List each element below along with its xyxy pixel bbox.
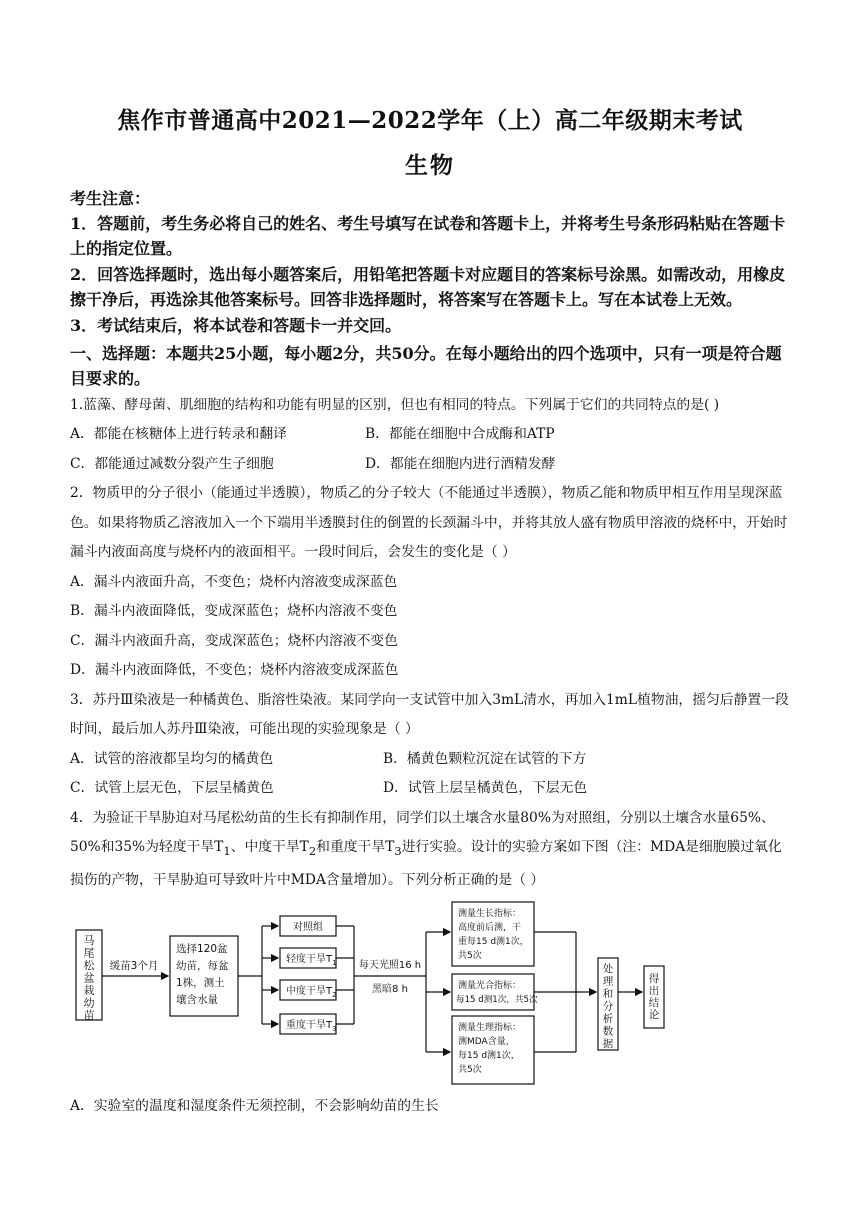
select-line: 幼苗，每盆 bbox=[176, 960, 229, 972]
option-d: D．试管上层呈橘黄色，下层无色 bbox=[383, 780, 588, 796]
option-c: C．试管上层无色，下层呈橘黄色 bbox=[70, 780, 274, 796]
option-d: D．漏斗内液面降低，不变色；烧杯内溶液变成深蓝色 bbox=[70, 662, 399, 678]
stem-sub: 3 bbox=[394, 843, 402, 858]
question-1-options bbox=[70, 420, 792, 450]
option-a: A．漏斗内液面升高，不变色；烧杯内溶液变成深蓝色 bbox=[70, 573, 398, 590]
stem-text: 和重度干旱T bbox=[316, 839, 395, 855]
option-c: C．漏斗内液面升高，变成深蓝色；烧杯内溶液不变色 bbox=[70, 632, 398, 649]
stem-text: 4．为验证干旱胁迫对马尾松幼苗的生长有抑制作用，同学们以土壤含水量80%为对照组，分别以土壤含水量65%、50%和35%为轻度干旱T bbox=[70, 809, 775, 855]
light-label: 每天光照16 h bbox=[358, 960, 422, 971]
option-b: B．橘黄色颗粒沉淀在试管的下方 bbox=[383, 750, 587, 767]
question-3-options bbox=[70, 745, 792, 775]
group-label: 轻度干旱$T_1$ bbox=[286, 954, 337, 967]
notice-heading: 考生注意： bbox=[70, 189, 151, 208]
measure-growth-line: 测量生长指标： bbox=[458, 909, 522, 919]
measure-physio-line: 测量生理指标： bbox=[458, 1023, 522, 1033]
stem-sub: 2 bbox=[308, 843, 317, 858]
start-label: 马尾松盆栽幼苗 bbox=[83, 934, 95, 1022]
measure-growth-line: 高度前后测，干 bbox=[458, 923, 522, 933]
question-1-options bbox=[70, 450, 792, 480]
question-2-stem: 2．物质甲的分子很小（能通过半透膜），物质乙的分子较大（不能通过半透膜），物质乙能和物质甲相互作用呈现深蓝色。如果将物质乙溶液加入一个下端用半透膜封住的倒置的长颈漏斗中，并将其放人盛有物质甲溶液的烧杯中，开始时漏斗内液面高度与烧杯内的液面相平。一段时间后，会发生的变化是（ ） bbox=[70, 485, 788, 560]
select-line: 壤含水量 bbox=[176, 994, 218, 1006]
option-a: A．都能在核糖体上进行转录和翻译 bbox=[70, 426, 287, 442]
option-b: B．都能在细胞中合成酶和ATP bbox=[365, 426, 555, 442]
experiment-flow-diagram bbox=[72, 896, 672, 1086]
measure-physio-line: 共5次 bbox=[458, 1065, 482, 1075]
grow-label: 缓苗3个月 bbox=[109, 960, 159, 972]
measure-photo-line: 测量光合指标： bbox=[458, 981, 522, 991]
question-4-stem bbox=[70, 804, 792, 896]
measure-growth-line: 共5次 bbox=[458, 951, 482, 961]
section-heading: 一、选择题：本题共25小题，每小题2分，共50分。在每小题给出的四个选项中，只有一项是符合题目要求的。 bbox=[70, 343, 782, 388]
question-1-stem: 1.蓝藻、酵母菌、肌细胞的结构和功能有明显的区别，但也有相同的特点。下列属于它们的共同特点的是( ) bbox=[70, 396, 720, 413]
exam-title: 焦作市普通高中2021—2022学年（上）高二年级期末考试 bbox=[117, 107, 743, 134]
option-b: B．漏斗内液面降低，变成深蓝色；烧杯内溶液不变色 bbox=[70, 603, 398, 619]
question-4-option-a: A．实验室的温度和湿度条件无须控制，不会影响幼苗的生长 bbox=[70, 1098, 439, 1114]
dark-label: 黑暗8 h bbox=[372, 984, 408, 995]
measure-growth-line: 重每15 d测1次， bbox=[458, 937, 529, 947]
group-label: 重度干旱$T_3$ bbox=[286, 1020, 337, 1033]
conclude-label: 得出结论 bbox=[648, 973, 660, 1021]
select-line: 1株，测土 bbox=[176, 977, 225, 989]
option-d: D．都能在细胞内进行酒精发酵 bbox=[365, 455, 556, 472]
stem-text: 、中度干旱T bbox=[230, 839, 309, 855]
measure-physio-line: 每15 d测1次， bbox=[458, 1051, 520, 1061]
group-label: 对照组 bbox=[293, 922, 323, 933]
option-c: C．都能通过减数分裂产生子细胞 bbox=[70, 455, 274, 472]
question-3-options bbox=[70, 774, 792, 804]
exam-body bbox=[70, 186, 792, 896]
measure-physio-line: 测MDA含量， bbox=[458, 1037, 515, 1047]
measure-photo-line: 每15 d测1次，共5次 bbox=[456, 995, 538, 1005]
group-label: 中度干旱$T_2$ bbox=[286, 986, 337, 999]
question-3-stem: 3．苏丹Ⅲ染液是一种橘黄色、脂溶性染液。某同学向一支试管中加入3mL清水，再加入1mL植物油，摇匀后静置一段时间，最后加人苏丹Ⅲ染液，可能出现的实验现象是（ ） bbox=[70, 691, 789, 737]
notice-item: 2．回答选择题时，选出每小题答案后，用铅笔把答题卡对应题目的答案标号涂黑。如需改动，用橡皮擦干净后，再选涂其他答案标号。回答非选择题时，将答案写在答题卡上。写在本试卷上无效。 bbox=[70, 265, 786, 309]
notice-item: 3．考试结束后，将本试卷和答题卡一并交回。 bbox=[70, 316, 402, 335]
exam-subject: 生物 bbox=[405, 152, 455, 179]
select-line: 选择120盆 bbox=[176, 943, 228, 955]
stem-sub: 1 bbox=[223, 843, 231, 858]
option-a: A．试管的溶液都呈均匀的橘黄色 bbox=[70, 750, 274, 767]
stem-text: 进行实验。设计的实验方案如下图（注：MDA是细胞膜过氧化损伤的产物，干旱胁迫可导致叶片中MDA含量增加）。下列分析正确的是（ ） bbox=[70, 839, 782, 889]
process-label: 处理和分析数据 bbox=[602, 963, 614, 1050]
notice-item: 1．答题前，考生务必将自己的姓名、考生号填写在试卷和答题卡上，并将考生号条形码粘贴在答题卡上的指定位置。 bbox=[70, 214, 786, 258]
